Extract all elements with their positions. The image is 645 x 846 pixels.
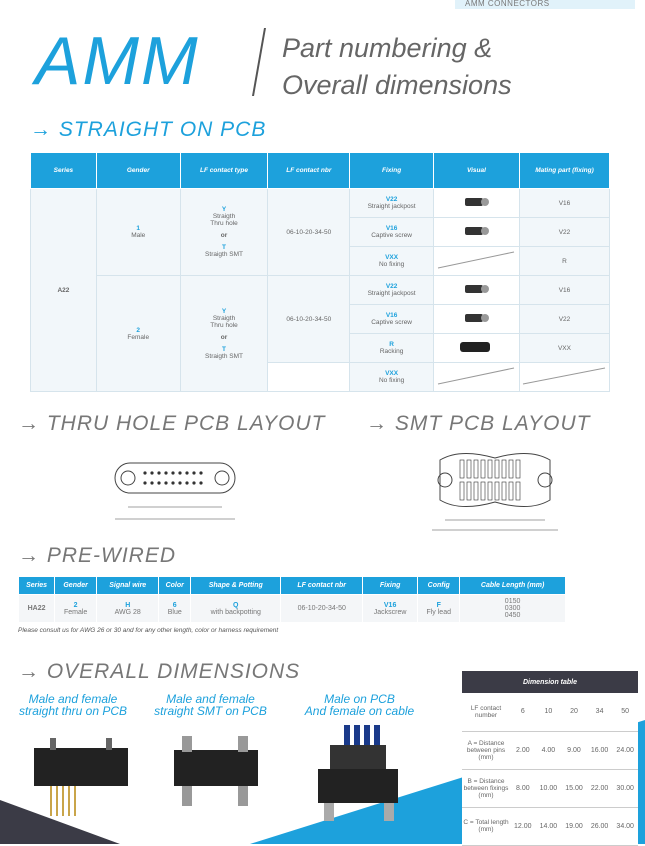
visual-none — [434, 247, 520, 276]
fixing-cell — [350, 189, 434, 218]
dim-val: 12.00 — [510, 807, 536, 845]
cap-line: straight thru on PCB — [18, 704, 128, 718]
visual-captive — [434, 218, 520, 247]
ct-or: or — [220, 232, 228, 239]
th: Signal wire — [97, 577, 159, 595]
caption-1 — [8, 693, 138, 717]
dim-label: LF contact number — [462, 693, 510, 731]
code: 2 — [73, 601, 78, 609]
section-overall: → OVERALL DIMENSIONS — [18, 660, 301, 683]
fix-label: No fixing — [378, 261, 405, 268]
dim-val: 10.00 — [536, 769, 562, 807]
len: 0300 — [504, 605, 521, 612]
gender-cell — [96, 189, 180, 276]
code: V16 — [383, 601, 397, 609]
pw-color — [159, 595, 191, 623]
code: F — [436, 601, 441, 609]
section-straight: → STRAIGHT ON PCB — [30, 118, 267, 141]
dim-val: 6 — [510, 693, 536, 731]
section-prewired: → PRE-WIRED — [18, 544, 176, 567]
label: with backpotting — [210, 608, 261, 616]
pw-lengths — [460, 595, 566, 623]
code: 6 — [172, 601, 177, 609]
dimension-table — [462, 671, 638, 846]
fix-label: No fixing — [378, 377, 405, 384]
visual-captive — [434, 305, 520, 334]
label: Jackscrew — [373, 608, 407, 616]
prewired-table — [18, 576, 566, 623]
gender-cell — [96, 276, 180, 392]
visual-none — [434, 363, 520, 392]
header-bar — [455, 0, 635, 9]
g1-label: Male — [131, 232, 146, 239]
label: Fly lead — [426, 608, 451, 616]
th: Gender — [96, 153, 180, 189]
straight-table — [30, 152, 610, 392]
fix-code: R — [389, 341, 394, 348]
label: Female — [63, 608, 88, 616]
title-line1: Part numbering & — [282, 33, 493, 63]
caption-3 — [292, 693, 427, 717]
ct-t1: Straigth SMT — [205, 251, 243, 258]
section-thru: → THRU HOLE PCB LAYOUT — [18, 412, 326, 435]
mating-cell: V22 — [519, 305, 609, 334]
nbr-cell: 06-10-20-34-50 — [268, 189, 350, 276]
visual-jackpost — [434, 189, 520, 218]
mating-cell: R — [519, 247, 609, 276]
g2-code: 2 — [136, 326, 141, 334]
dim-val: 34.00 — [612, 807, 638, 845]
nbr-cell: 06-10-20-34-50 — [268, 276, 350, 363]
pw-gender — [55, 595, 97, 623]
dim-val: 14.00 — [536, 807, 562, 845]
th: Config — [418, 577, 460, 595]
dim-label: C = Total length (mm) — [462, 807, 510, 845]
brand-title: AMM — [35, 23, 200, 99]
dim-label: B = Distance between fixings (mm) — [462, 769, 510, 807]
dim-val: 19.00 — [561, 807, 587, 845]
fix-code: V22 — [385, 196, 398, 203]
dim-val: 8.00 — [510, 769, 536, 807]
fixing-cell — [350, 363, 434, 392]
mating-cell: VXX — [519, 334, 609, 363]
fix-code: V16 — [385, 312, 398, 319]
pw-config — [418, 595, 460, 623]
product-thru — [20, 730, 140, 830]
pw-shape — [191, 595, 281, 623]
ct-y1: Straigth — [212, 213, 236, 220]
dim-val: 34 — [587, 693, 613, 731]
th: Fixing — [362, 577, 417, 595]
th: Cable Length (mm) — [460, 577, 566, 595]
dim-val: 16.00 — [587, 731, 613, 769]
len: 0450 — [504, 612, 521, 619]
dim-val: 24.00 — [612, 731, 638, 769]
ctype-cell — [180, 276, 268, 392]
g2-label: Female — [127, 333, 150, 341]
fix-label: Captive screw — [371, 232, 413, 239]
label: AWG 28 — [114, 608, 141, 616]
mating-cell: V16 — [519, 189, 609, 218]
fix-label: Captive screw — [371, 319, 413, 326]
product-smt — [160, 730, 270, 825]
ct-t: T — [222, 244, 226, 251]
fix-code: V16 — [385, 225, 398, 232]
dim-val: 4.00 — [536, 731, 562, 769]
th: Shape & Potting — [191, 577, 281, 595]
th: Color — [159, 577, 191, 595]
fixing-cell — [350, 218, 434, 247]
dim-val: 22.00 — [587, 769, 613, 807]
section-smt: → SMT PCB LAYOUT — [366, 412, 591, 435]
ct-y1: Straigth — [212, 314, 236, 322]
th: LF contact nbr — [268, 153, 350, 189]
fixing-cell — [350, 334, 434, 363]
label: Blue — [167, 608, 182, 616]
mating-cell: V22 — [519, 218, 609, 247]
cap-line: Male and female — [28, 692, 118, 706]
dim-val: 10 — [536, 693, 562, 731]
dim-val: 15.00 — [561, 769, 587, 807]
caption-2 — [148, 693, 273, 717]
title-line2: Overall dimensions — [282, 70, 512, 100]
pw-fixing — [362, 595, 417, 623]
fix-code: VXX — [385, 370, 399, 377]
pw-series: HA22 — [19, 595, 55, 623]
visual-racking — [434, 334, 520, 363]
len: 0150 — [504, 598, 521, 605]
mating-none — [519, 363, 609, 392]
prewired-note: Please consult us for AWG 26 or 30 and for any other length, color or harness requirement — [18, 627, 279, 634]
g1-code: 1 — [136, 225, 141, 232]
fixing-cell — [350, 305, 434, 334]
th: Visual — [434, 153, 520, 189]
visual-jackpost — [434, 276, 520, 305]
fix-code: V22 — [385, 283, 398, 290]
fix-label: Straight jackpost — [367, 203, 416, 210]
th: Series — [31, 153, 97, 189]
th: Gender — [55, 577, 97, 595]
ct-y: Y — [221, 206, 227, 213]
pw-nbr: 06-10-20-34-50 — [281, 595, 362, 623]
dim-val: 2.00 — [510, 731, 536, 769]
code: H — [125, 601, 131, 609]
page-title — [282, 30, 512, 104]
brand-label: AMM CONNECTORS — [465, 0, 550, 8]
th: LF contact nbr — [281, 577, 362, 595]
code: Q — [233, 601, 239, 609]
smt-layout-drawing — [420, 440, 570, 535]
dim-val: 26.00 — [587, 807, 613, 845]
ct-y2: Thru hole — [210, 321, 238, 329]
th: LF contact type — [180, 153, 268, 189]
fixing-cell — [350, 247, 434, 276]
ct-or: or — [220, 333, 228, 341]
cap-line: Male on PCB — [324, 692, 395, 706]
pw-wire — [97, 595, 159, 623]
product-cable — [300, 725, 420, 830]
dim-title: Dimension table — [462, 671, 638, 693]
dim-val: 9.00 — [561, 731, 587, 769]
th: Series — [19, 577, 55, 595]
ctype-cell — [180, 189, 268, 276]
ct-t: T — [222, 345, 226, 353]
dim-val: 20 — [561, 693, 587, 731]
fix-code: VXX — [385, 254, 399, 261]
dim-val: 30.00 — [612, 769, 638, 807]
cap-line: Male and female — [166, 692, 255, 706]
dim-label: A = Distance between pins (mm) — [462, 731, 510, 769]
cap-line: And female on cable — [304, 704, 415, 718]
th: Fixing — [350, 153, 434, 189]
fixing-cell — [350, 276, 434, 305]
cap-line: straight SMT on PCB — [154, 704, 267, 718]
thru-layout-drawing — [100, 445, 250, 530]
mating-cell: V16 — [519, 276, 609, 305]
nbr-cell-empty — [268, 363, 350, 392]
th: Mating part (fixing) — [519, 153, 609, 189]
series-cell: A22 — [31, 189, 97, 392]
ct-y: Y — [221, 307, 227, 315]
ct-y2: Thru hole — [210, 220, 238, 227]
title-divider — [252, 28, 266, 96]
ct-t1: Straigth SMT — [205, 352, 243, 360]
fix-label: Racking — [379, 348, 404, 355]
dim-val: 50 — [612, 693, 638, 731]
fix-label: Straight jackpost — [367, 290, 416, 297]
